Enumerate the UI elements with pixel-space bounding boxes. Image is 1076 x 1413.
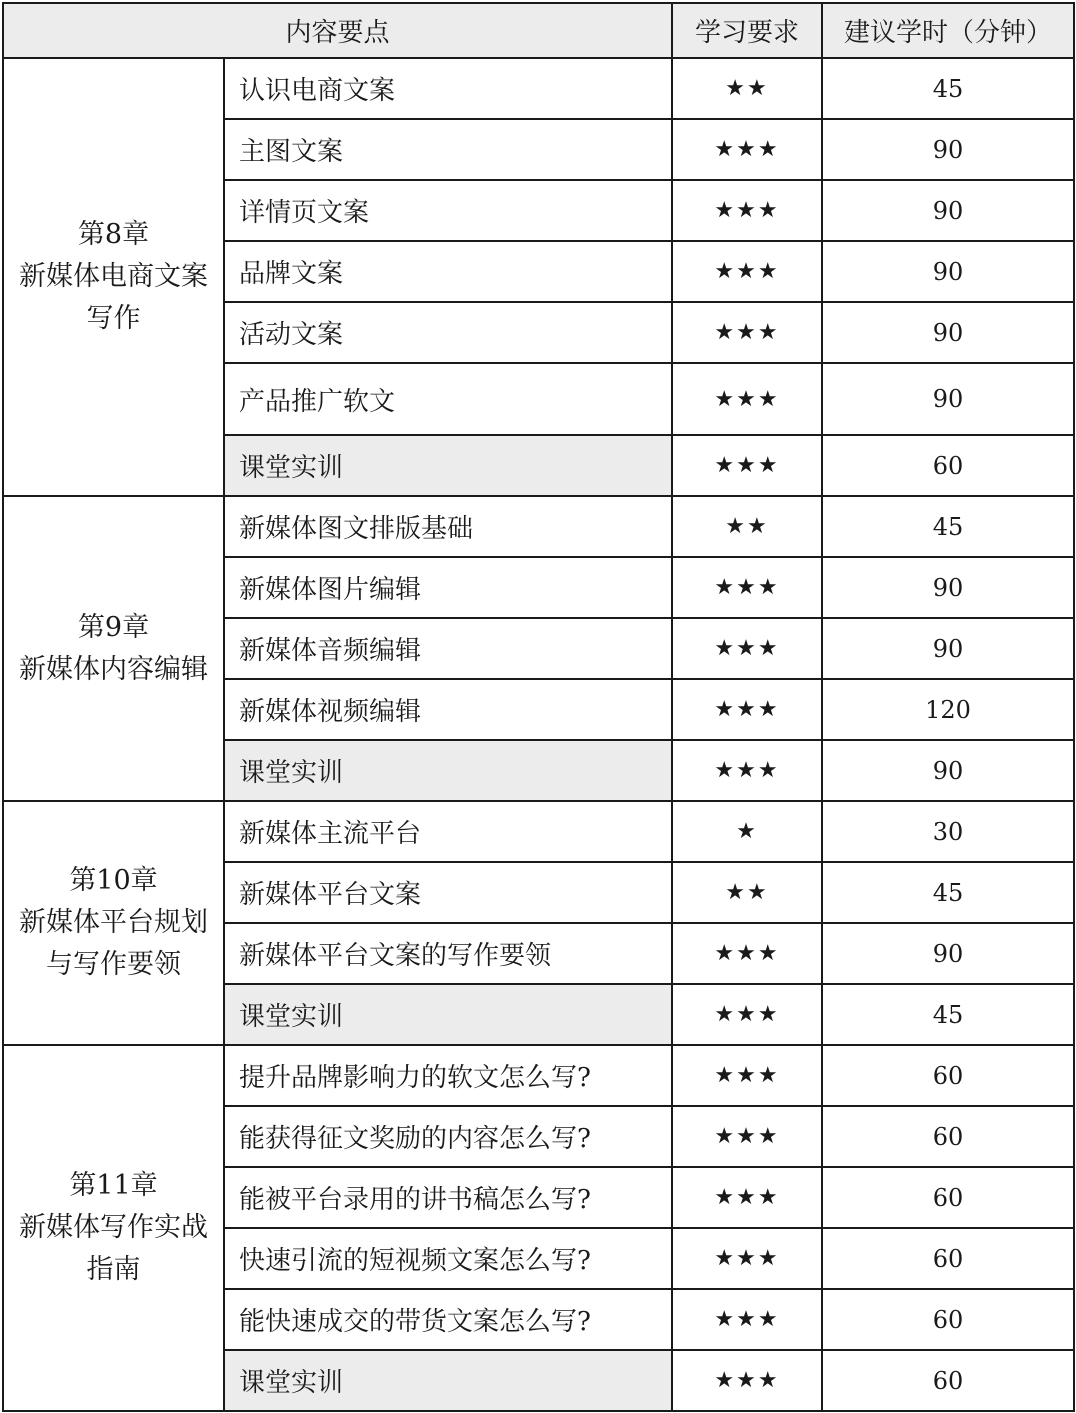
- topic-cell: 新媒体平台文案的写作要领: [224, 923, 672, 984]
- table-body: [3, 58, 1074, 1411]
- requirement-stars: ★★★: [672, 1167, 822, 1228]
- minutes-cell: 60: [822, 1167, 1074, 1228]
- chapter-title-line: 第9章: [77, 611, 150, 643]
- chapter-cell: [3, 801, 224, 1045]
- topic-cell: 认识电商文案: [224, 58, 672, 119]
- topic-cell: 快速引流的短视频文案怎么写?: [224, 1228, 672, 1289]
- requirement-stars: ★★★: [672, 363, 822, 435]
- minutes-cell: 90: [822, 302, 1074, 363]
- requirement-stars: ★★★: [672, 618, 822, 679]
- chapter-title-line: 新媒体内容编辑: [19, 653, 208, 685]
- topic-cell: 新媒体音频编辑: [224, 618, 672, 679]
- requirement-stars: ★★★: [672, 435, 822, 496]
- minutes-cell: 45: [822, 984, 1074, 1045]
- chapter-title-line: 第8章: [77, 219, 150, 250]
- requirement-stars: ★★★: [672, 1106, 822, 1167]
- topic-cell: 品牌文案: [224, 241, 672, 302]
- chapter-cell: [3, 58, 224, 496]
- minutes-cell: 60: [822, 1106, 1074, 1167]
- course-schedule-table: [2, 2, 1075, 1412]
- topic-cell: 提升品牌影响力的软文怎么写?: [224, 1045, 672, 1106]
- topic-cell: 能被平台录用的讲书稿怎么写?: [224, 1167, 672, 1228]
- topic-cell: 新媒体平台文案: [224, 862, 672, 923]
- chapter-title-line: 写作: [86, 303, 141, 334]
- header-row: [3, 3, 1074, 58]
- practice-topic-cell: 课堂实训: [224, 1350, 672, 1411]
- minutes-cell: 90: [822, 363, 1074, 435]
- minutes-cell: 60: [822, 1045, 1074, 1106]
- header-content: 内容要点: [3, 3, 672, 58]
- minutes-cell: 90: [822, 119, 1074, 180]
- topic-cell: 能快速成交的带货文案怎么写?: [224, 1289, 672, 1350]
- topic-cell: 活动文案: [224, 302, 672, 363]
- minutes-cell: 60: [822, 1350, 1074, 1411]
- minutes-cell: 90: [822, 557, 1074, 618]
- minutes-cell: 120: [822, 679, 1074, 740]
- minutes-cell: 90: [822, 241, 1074, 302]
- topic-cell: 能获得征文奖励的内容怎么写?: [224, 1106, 672, 1167]
- chapter-title-line: 第11章: [69, 1170, 158, 1201]
- chapter-title-line: 第10章: [69, 865, 158, 896]
- minutes-cell: 45: [822, 862, 1074, 923]
- chapter-cell: [3, 1045, 224, 1411]
- chapter-title-line: 新媒体写作实战: [19, 1212, 208, 1243]
- requirement-stars: ★★★: [672, 679, 822, 740]
- header-requirement: 学习要求: [672, 3, 822, 58]
- header-minutes: 建议学时（分钟）: [822, 3, 1074, 58]
- topic-cell: 主图文案: [224, 119, 672, 180]
- minutes-cell: 45: [822, 496, 1074, 557]
- requirement-stars: ★★★: [672, 923, 822, 984]
- minutes-cell: 90: [822, 180, 1074, 241]
- practice-topic-cell: 课堂实训: [224, 984, 672, 1045]
- minutes-cell: 90: [822, 618, 1074, 679]
- requirement-stars: ★★★: [672, 1045, 822, 1106]
- requirement-stars: ★★: [672, 862, 822, 923]
- requirement-stars: ★★: [672, 58, 822, 119]
- requirement-stars: ★★★: [672, 302, 822, 363]
- minutes-cell: 90: [822, 740, 1074, 801]
- requirement-stars: ★★★: [672, 241, 822, 302]
- minutes-cell: 60: [822, 1228, 1074, 1289]
- table-row: [3, 496, 1074, 557]
- topic-cell: 新媒体图片编辑: [224, 557, 672, 618]
- minutes-cell: 30: [822, 801, 1074, 862]
- requirement-stars: ★★★: [672, 1228, 822, 1289]
- topic-cell: 新媒体图文排版基础: [224, 496, 672, 557]
- chapter-title-line: 指南: [86, 1254, 141, 1285]
- minutes-cell: 60: [822, 435, 1074, 496]
- topic-cell: 产品推广软文: [224, 363, 672, 435]
- chapter-title-line: 新媒体电商文案: [19, 261, 208, 292]
- requirement-stars: ★★★: [672, 119, 822, 180]
- practice-topic-cell: 课堂实训: [224, 740, 672, 801]
- requirement-stars: ★★★: [672, 740, 822, 801]
- requirement-stars: ★★★: [672, 984, 822, 1045]
- minutes-cell: 90: [822, 923, 1074, 984]
- requirement-stars: ★: [672, 801, 822, 862]
- requirement-stars: ★★★: [672, 180, 822, 241]
- requirement-stars: ★★★: [672, 557, 822, 618]
- requirement-stars: ★★★: [672, 1350, 822, 1411]
- table-row: [3, 1045, 1074, 1106]
- table-row: [3, 801, 1074, 862]
- chapter-title-line: 新媒体平台规划: [19, 907, 208, 938]
- chapter-cell: [3, 496, 224, 801]
- topic-cell: 新媒体视频编辑: [224, 679, 672, 740]
- practice-topic-cell: 课堂实训: [224, 435, 672, 496]
- requirement-stars: ★★: [672, 496, 822, 557]
- topic-cell: 详情页文案: [224, 180, 672, 241]
- chapter-title-line: 与写作要领: [46, 949, 181, 980]
- requirement-stars: ★★★: [672, 1289, 822, 1350]
- table-row: [3, 58, 1074, 119]
- minutes-cell: 60: [822, 1289, 1074, 1350]
- minutes-cell: 45: [822, 58, 1074, 119]
- topic-cell: 新媒体主流平台: [224, 801, 672, 862]
